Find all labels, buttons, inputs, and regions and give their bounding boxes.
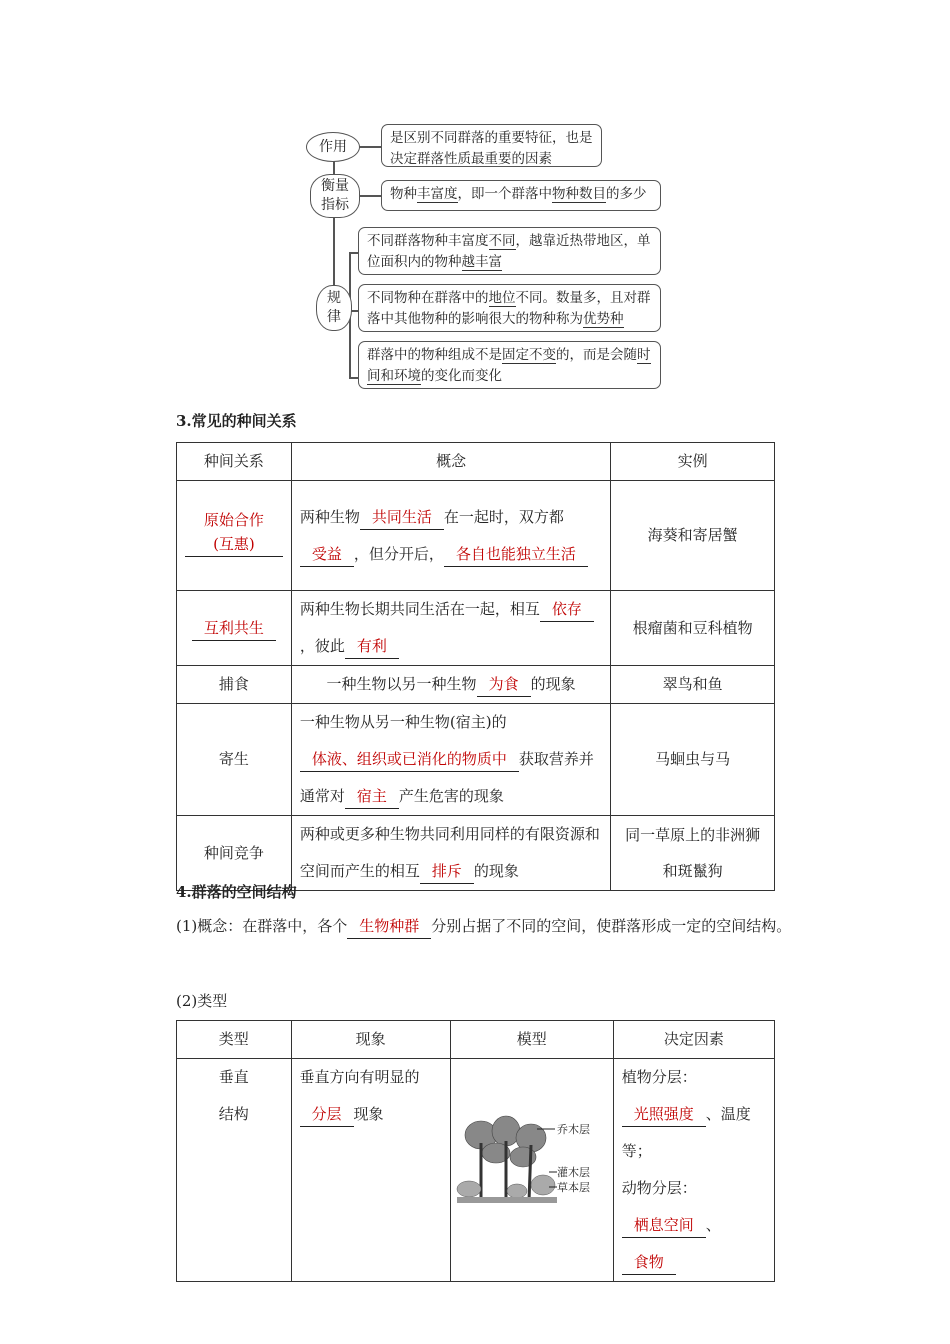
underlined-term: 丰富度: [417, 186, 458, 202]
text: 的现象: [473, 862, 519, 880]
table-row: [177, 481, 775, 591]
node-rule: [316, 285, 352, 331]
text: 的现象: [530, 675, 576, 693]
header-cell: 模型: [450, 1021, 613, 1059]
text: 的多少: [606, 186, 647, 202]
answer-fill: 有利: [345, 634, 399, 659]
relation-cell: 寄生: [177, 704, 292, 816]
underlined-term: 越丰富: [461, 254, 502, 270]
concept-cell: [291, 481, 610, 591]
factor-cell: [613, 1059, 774, 1282]
answer-fill: 生物种群: [347, 914, 431, 939]
underlined-term: 物种数目: [552, 186, 606, 202]
answer-fill: 受益: [300, 542, 354, 567]
answer-fill: 栖息空间: [622, 1213, 706, 1238]
text: 一种生物以另一种生物: [326, 675, 477, 693]
text: 群落中的物种组成不是: [367, 347, 502, 363]
example-cell: 根瘤菌和豆科植物: [611, 591, 775, 666]
forest-layers-illustration: [451, 1113, 613, 1213]
underlined-term: 时间和环境: [367, 347, 651, 384]
relations-table: [176, 442, 775, 891]
underlined-term: 地位: [488, 290, 516, 306]
answer-fill: 宿主: [345, 784, 399, 809]
answer-fill: 排斥: [420, 859, 474, 884]
concept-cell: [291, 666, 610, 704]
layer-label-shrub: 灌木层: [556, 1166, 590, 1179]
text: 动物分层：: [621, 1179, 697, 1197]
table-row: [177, 1059, 775, 1282]
answer-fill: 分层: [300, 1102, 354, 1127]
concept-cell: [291, 591, 610, 666]
answer-fill: 互利共生: [192, 616, 276, 641]
node-role: 作用: [306, 132, 360, 162]
bracket: [349, 252, 358, 254]
header-cell: 种间关系: [177, 443, 292, 481]
text: ，即一个群落中: [457, 186, 552, 202]
answer-fill: 各自也能独立生活: [444, 542, 588, 567]
layer-label-herb: 草本层: [556, 1181, 590, 1194]
node-measure-label: 衡量指标: [321, 178, 349, 213]
answer-fill: 依存: [540, 597, 594, 622]
underlined-term: 固定不变: [502, 347, 556, 363]
node-rule-label: 规律: [327, 290, 341, 325]
underlined-term: 优势种: [583, 311, 624, 327]
text: 产生危害的现象: [398, 787, 504, 805]
connector: [333, 216, 335, 286]
answer-fill: 光照强度: [622, 1102, 706, 1127]
concept-paragraph: [176, 908, 806, 944]
section4-title: 4.群落的空间结构: [176, 883, 297, 901]
box-role: [381, 124, 602, 167]
section3-title: 3.常见的种间关系: [176, 412, 297, 430]
text: 分别占据了不同的空间，使群落形成一定的空间结构。: [431, 917, 792, 935]
connector: [333, 160, 335, 175]
connector: [358, 146, 382, 148]
table-row: [177, 704, 775, 816]
box-role-text: 是区别不同群落的重要特征，也是决定群落性质最重要的因素: [390, 130, 593, 167]
types-label: (2)类型: [176, 992, 228, 1010]
text: 的，而是会随: [556, 347, 637, 363]
relation-cell: 种间竞争: [177, 816, 292, 891]
text: 一种生物从另一种生物(宿主)的: [299, 713, 507, 731]
bracket: [349, 377, 358, 379]
layer-label-tree: 乔木层: [556, 1123, 590, 1136]
type-cell: [177, 1059, 292, 1282]
header-cell: 决定因素: [613, 1021, 774, 1059]
box-rule-3: [358, 341, 661, 389]
type-label: 垂直结构: [218, 1068, 249, 1123]
text: 两种生物: [299, 507, 360, 526]
box-measure: [381, 180, 661, 211]
answer-fill: 食物: [622, 1250, 676, 1275]
text: 的变化而变化: [421, 368, 502, 384]
table-row: [177, 666, 775, 704]
example-cell: 同一草原上的非洲狮和斑鬣狗: [611, 816, 775, 891]
text: (1)概念：在群落中，各个: [176, 917, 348, 935]
concept-cell: [291, 704, 610, 816]
answer-fill: 原始合作(互惠): [185, 508, 283, 557]
text: 植物分层：: [621, 1068, 697, 1086]
text: 不同物种在群落中的: [367, 290, 489, 306]
header-cell: 现象: [291, 1021, 450, 1059]
relation-cell: 捕食: [177, 666, 292, 704]
example-cell: 翠鸟和鱼: [611, 666, 775, 704]
table-row: [177, 591, 775, 666]
answer-fill: 体液、组织或已消化的物质中: [300, 747, 519, 772]
text: 在一起时，双方都: [443, 507, 564, 526]
text: 物种: [390, 186, 417, 202]
box-rule-2: [358, 284, 661, 332]
text: 两种生物长期共同生活在一起，相互: [299, 600, 540, 618]
phenomenon-cell: [291, 1059, 450, 1282]
text: 现象: [353, 1105, 384, 1123]
answer-fill: 共同生活: [360, 505, 444, 530]
table-header-row: [177, 443, 775, 481]
text: 、温度等；: [621, 1105, 751, 1160]
text: 不同群落物种丰富度: [367, 233, 489, 249]
model-cell: [450, 1059, 613, 1282]
example-cell: 海葵和寄居蟹: [611, 481, 775, 591]
text: ，越靠近热带地区，单位面积内的物种: [367, 233, 651, 270]
text: 两种或更多种生物共同利用同样的有限资源和空间而产生的相互: [299, 825, 600, 880]
header-cell: 概念: [291, 443, 610, 481]
text: 、: [705, 1216, 721, 1234]
underlined-term: 不同: [488, 233, 516, 249]
structure-table: [176, 1020, 775, 1282]
text: 获取营养并通常对: [299, 750, 594, 805]
box-rule-1: [358, 227, 661, 275]
table-row: [177, 816, 775, 891]
relation-cell: [177, 591, 292, 666]
relation-cell: [177, 481, 292, 591]
table-header-row: [177, 1021, 775, 1059]
header-cell: 实例: [611, 443, 775, 481]
text: ，但分开后，: [353, 544, 444, 563]
answer-fill: 为食: [477, 672, 531, 697]
text: 不同。数量多，且对群落中其他物种的影响很大的物种称为: [367, 290, 651, 327]
text: 垂直方向有明显的: [299, 1068, 420, 1086]
concept-cell: [291, 816, 610, 891]
node-measure: [310, 174, 360, 218]
header-cell: 类型: [177, 1021, 292, 1059]
text: ，彼此: [299, 637, 345, 655]
connector: [360, 195, 382, 197]
example-cell: 马蛔虫与马: [611, 704, 775, 816]
